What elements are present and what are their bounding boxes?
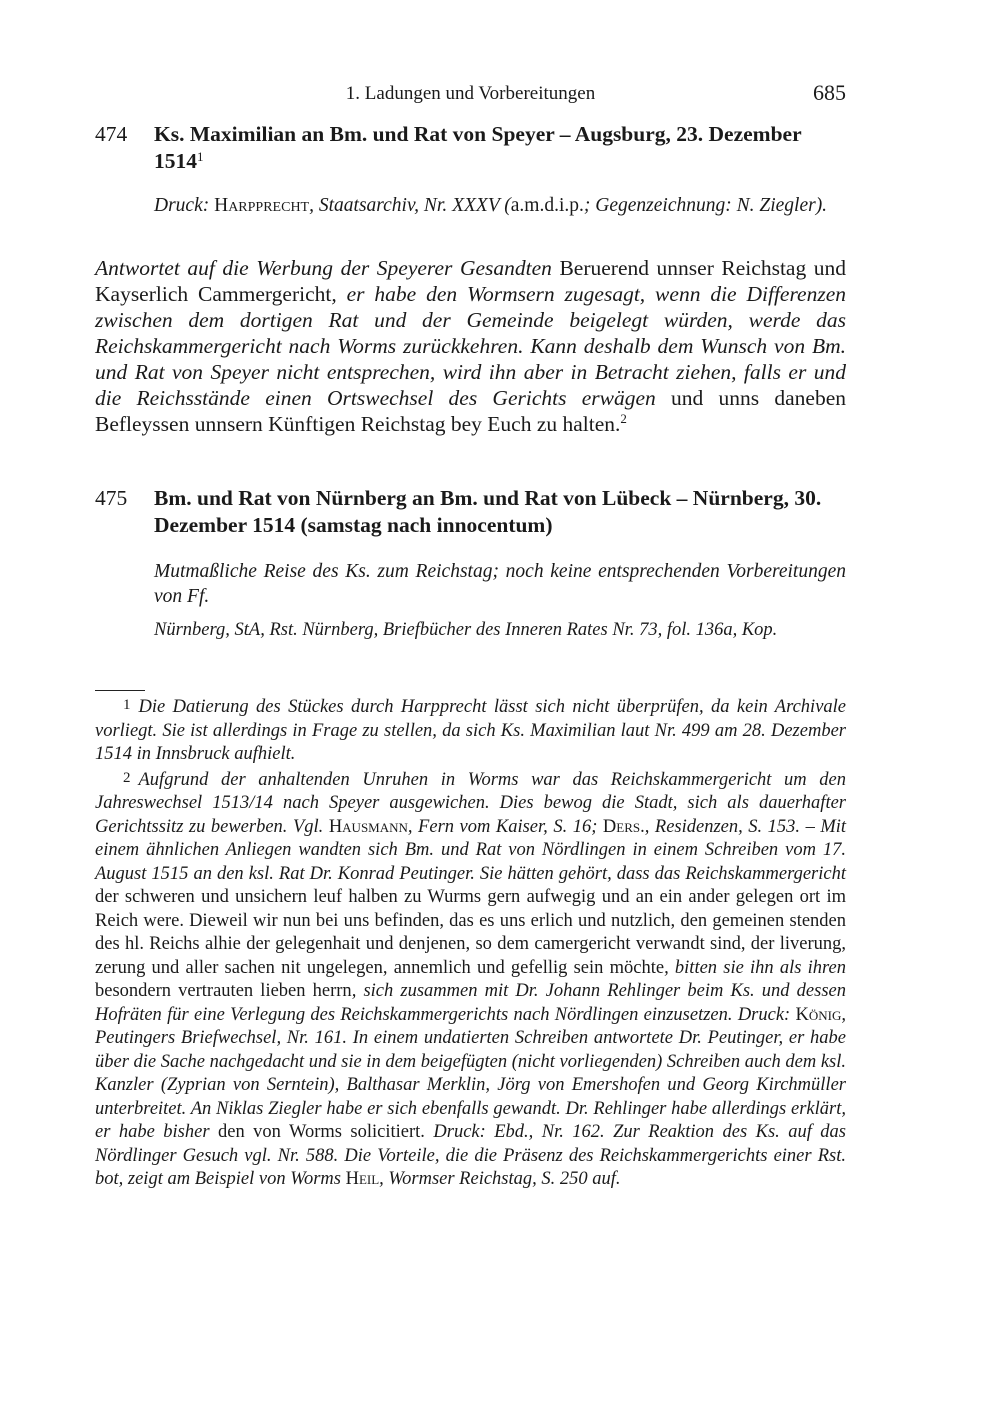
entry-474-title: Ks. Maximilian an Bm. und Rat von Speyer – Augsburg, 23. Dezember 1514$^1$ <box>154 122 802 173</box>
footnotes <box>95 694 846 1192</box>
footnote-1: 1 Die Datierung des Stückes durch Harpprecht lässt sich nicht überprüfen, da kein Archivale vorliegt. Sie ist allerdings in Frage zu stellen, da sich Ks. Maximilian laut Nr. 499 am 28. Dezember 1514 in Innsbruck aufhielt. <box>95 697 846 764</box>
entry-475-title: Bm. und Rat von Nürnberg an Bm. und Rat von Lübeck – Nürnberg, 30. Dezember 1514 (samstag nach innocentum) <box>154 486 822 537</box>
entry-474-heading <box>95 121 846 175</box>
entry-474-text: Antwortet auf die Werbung der Speyerer Gesandten Beruerend unnser Reichstag und Kayserlich Cammergericht, er habe den Wormsern zugesagt, wenn die Differenzen zwischen dem dortigen Rat und der Gemeinde beigelegt würden, werde das Reichskammergericht nach Worms zurückkehren. Kann deshalb dem Wunsch von Bm. und Rat von Speyer nicht entsprechen, wird ihn aber in Betracht ziehen, falls er und die Reichsstände einen Ortswechsel des Gerichts erwägen und unns daneben Befleyssen unnsern Künftigen Reichstag bey Euch zu halten.$^2$ <box>95 256 847 436</box>
entry-475-regest: Mutmaßliche Reise des Ks. zum Reichstag; noch keine entsprechenden Vorbereitungen von Ff. <box>154 561 846 607</box>
entry-475-source: Nürnberg, StA, Rst. Nürnberg, Briefbücher des Inneren Rates Nr. 73, fol. 136a, Kop. <box>154 620 778 640</box>
author-harpprecht: Harpprecht <box>214 195 310 216</box>
running-head <box>95 80 846 110</box>
page-number: 685 <box>813 80 846 105</box>
footnote-ref-1[interactable]: 1 <box>197 149 204 164</box>
footnote-2: 2 Aufgrund der anhaltenden Unruhen in Worms war das Reichskammergericht um den Jahreswechsel 1513/14 nach Speyer ausgewichen. Dies bewog die Stadt, sich als dauerhafter Gerichtssitz zu bewerben. Vgl. Hausmann, Fern vom Kaiser, S. 16; Ders., Residenzen, S. 153. – Mit einem ähnlichen Anliegen wandten sich Bm. und Rat von Nördlingen in einem Schreiben vom 17. August 1515 an den ksl. Rat Dr. Konrad Peutinger. Sie hätten gehört, dass das Reichskammergericht der schweren und unsichern leuf halben zu Wurms gern aufwegig und an ein ander gelegen ort im Reich were. Dieweil wir nun bei uns befinden, das es uns erlich und nutzlich, den gemeinen stenden des hl. Reichs alhie der gelegenhait und denjenen, so dem camergericht verwandt sind, der liverung, zerung und aller sachen nit ungelegen, annemlich und gefellig sein möchte, bitten sie ihn als ihren besondern vertrauten lieben herrn, sich zusammen mit Dr. Johann Rehlinger beim Ks. und dessen Hofräten für eine Verlegung des Reichskammergerichts nach Nördlingen einzusetzen. Druck: König, Peutingers Briefwechsel, Nr. 161. In einem undatierten Schreiben antwortete Dr. Peutinger, er habe über die Sache nachgedacht und sie in dem beigefügten (nicht vorliegenden) Schreiben auch dem ksl. Kanzler (Zyprian von Serntein), Balthasar Merklin, Jörg von Emershofen und Georg Kirchmüller unterbreitet. An Niklas Ziegler habe er sich ebenfalls gewandt. Dr. Rehlinger habe allerdings erklärt, er habe bisher den von Worms solicitiert. Druck: Ebd., Nr. 162. Zur Reaktion des Ks. auf das Nördlinger Gesuch vgl. Nr. 588. Die Vorteile, die die Präsenz des Reichskammergerichts einer Rst. bot, zeigt am Beispiel von Worms Heil, Wormser Reichstag, S. 250 auf. <box>95 769 847 1189</box>
entry-474-print-note: Druck: Harpprecht, Staatsarchiv, Nr. XXXV (a.m.d.i.p.; Gegenzeichnung: N. Ziegler). <box>154 195 828 216</box>
entry-474-number: 474 <box>95 122 128 146</box>
footnote-rule <box>95 690 145 691</box>
running-title: 1. Ladungen und Vorbereitungen <box>345 83 596 104</box>
footnote-ref-2[interactable]: 2 <box>620 411 627 426</box>
entry-475-number: 475 <box>95 486 128 510</box>
entry-475-heading <box>95 485 846 539</box>
